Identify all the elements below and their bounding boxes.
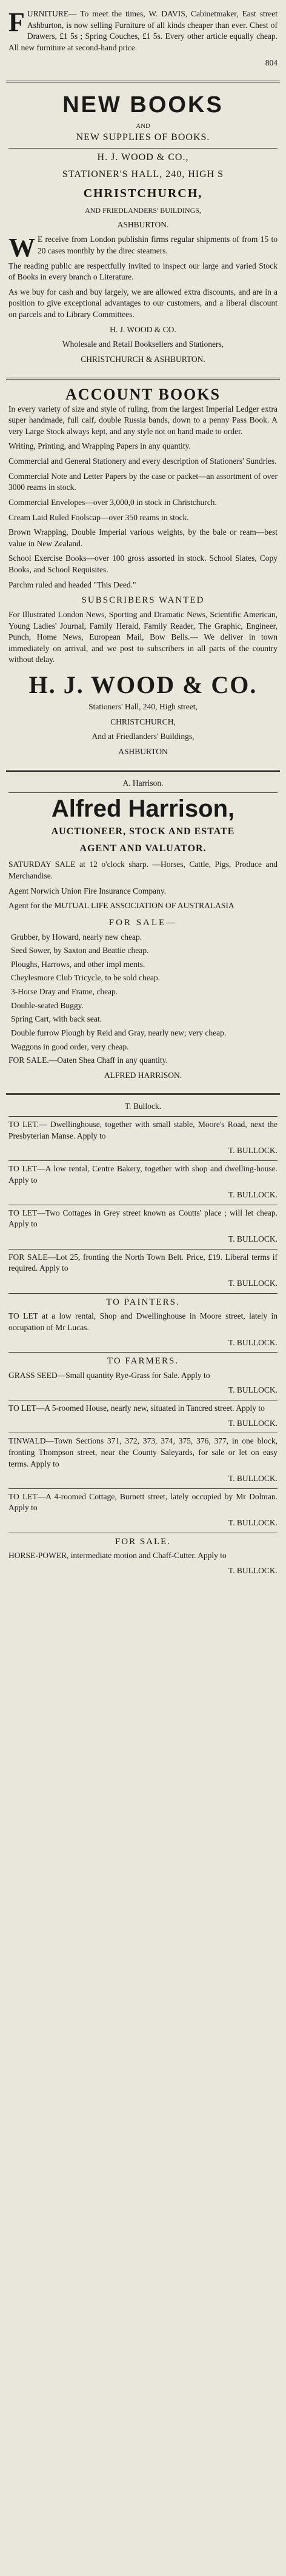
books-paragraph-1: WE receive from London publishin firms regular shipments of from 15 to 20 cases monthly by the direc steamers. [8,233,278,263]
books-signature: H. J. WOOD & CO. [110,324,176,334]
divider [6,81,280,82]
bullock-signature: T. BULLOCK. [228,1337,278,1347]
bullock-grass-seed: GRASS SEED—Small quantity Rye-Grass for Sale. Apply to [8,1370,210,1380]
firm-town: ASHBURTON. [117,219,169,229]
firm-branch: AND FRIEDLANDERS' BUILDINGS, [85,206,201,215]
wood-co-town: ASHBURTON [118,746,168,756]
harrison-signature: ALFRED HARRISON. [104,1070,182,1080]
to-farmers-heading: TO FARMERS. [107,1356,179,1367]
firm-city: CHRISTCHURCH, [83,186,203,200]
sale-item-plough: Double furrow Plough by Reid and Gray, nearly new; very cheap. [11,1028,227,1037]
to-painters-heading: TO PAINTERS. [106,1297,180,1307]
bullock-advertisement [6,1097,280,1586]
wood-co-city: CHRISTCHURCH, [110,717,176,726]
account-books-advertisement [6,382,280,768]
wood-co-branch: And at Friedlanders' Buildings, [91,732,195,741]
wood-co-name: H. J. WOOD & CO. [28,671,258,699]
sale-item-spring-cart: Spring Cart, with back seat. [11,1014,102,1024]
for-sale-heading: FOR SALE. [115,1536,171,1547]
bullock-signature: T. BULLOCK. [228,1418,278,1428]
account-paragraph-1: In every variety of size and style of ruling, from the largest Imperial Ledger extra super handmade, full calf, double Russia bands, down to a penny Pass Book. A very Large Stock always kept, and any style not on hand made to order. [8,404,278,436]
account-paragraph-7: Brown Wrapping, Double Imperial various weights, by the bale or ream—best value in New Zealand. [8,527,278,548]
bullock-signature: T. BULLOCK. [228,1566,278,1576]
account-books-title: ACCOUNT BOOKS [65,385,221,403]
bullock-header: T. Bullock. [124,1102,162,1111]
firm-name: H. J. WOOD & CO., [97,152,189,163]
newspaper-column [6,0,280,1591]
bullock-sale-4: FOR SALE—Lot 25, fronting the North Town Belt. Price, £19. Liberal terms if required. Apply to [8,1252,278,1273]
divider [8,792,278,793]
account-paragraph-9: Parchm ruled and headed "This Deed." [8,580,136,589]
furniture-advertisement [6,5,280,78]
sale-item-buggy: Double-seated Buggy. [11,1000,84,1010]
furniture-ad-text: FURNITURE— To meet the times, W. DAVIS, Cabinetmaker, East street Ashburton, is now selling Furniture of all kinds cheaper than ever. Chest of Drawers, £1 5s ; Spring Couches, £1 5s. Every other article equally cheap. All new furniture at second-hand price. [8,7,278,52]
harrison-paragraph-2: Agent Norwich Union Fire Insurance Company. [8,886,167,895]
for-sale-heading: FOR SALE— [108,917,178,928]
and-label: AND [136,122,150,130]
new-books-advertisement [6,85,280,375]
books-signature-location: CHRISTCHURCH & ASHBURTON. [81,354,205,364]
books-paragraph-3: As we buy for cash and buy largely, we are allowed extra discounts, and are in a position to give exceptional advantages to our customers, and a liberal discount on parcels and to Library Committees. [8,287,278,319]
account-paragraph-5: Commercial Envelopes—over 3,000,0 in stock in Christchurch. [8,497,217,507]
books-paragraph-2: The reading public are respectfully invited to inspect our large and varied Stock of Books in every branch o Literature. [8,261,278,282]
bullock-let-2: TO LET—A low rental, Centre Bakery, together with shop and dwelling-house. Apply to [8,1163,278,1185]
divider [8,1116,278,1117]
bullock-signature: T. BULLOCK. [228,1385,278,1395]
bullock-signature: T. BULLOCK. [228,1146,278,1156]
bullock-signature: T. BULLOCK. [228,1518,278,1528]
divider [6,1093,280,1095]
divider [8,1352,278,1353]
divider [8,1293,278,1294]
sale-item-grubber: Grubber, by Howard, nearly new cheap. [11,932,142,942]
subscribers-heading: SUBSCRIBERS WANTED [81,595,205,606]
harrison-role-2: AGENT AND VALUATOR. [79,843,207,854]
bullock-let-1: TO LET.— Dwellinghouse, together with small stable, Moore's Road, next the Presbyterian Manse. Apply to [8,1120,278,1140]
sale-item-seed-sower: Seed Sower, by Saxton and Beattie cheap. [11,946,149,955]
bullock-signature: T. BULLOCK. [228,1278,278,1288]
bullock-signature: T. BULLOCK. [228,1474,278,1484]
account-paragraph-3: Commercial and General Stationery and every description of Stationers' Sundries. [8,457,277,466]
bullock-signature: T. BULLOCK. [228,1190,278,1200]
harrison-paragraph-4: FOR SALE.—Oaten Shea Chaff in any quantity. [8,1055,168,1065]
bullock-let-5: TO LET at a low rental, Shop and Dwellinghouse in Moore street, lately in occupation of Mr Lucas. [8,1311,278,1332]
harrison-name: Alfred Harrison, [51,795,235,823]
divider [8,148,278,149]
wood-co-address: Stationers' Hall, 240, High street, [88,702,198,712]
account-paragraph-10: For Illustrated London News, Sporting and Dramatic News, Scientific American, Young Ladies' Journal, Family Herald, Family Reader, The Graphic, Engineer, Punch, Home News, European Mail, Bow Bells.— We deliver in town immediately on arrival, and we post to subscribers in all parts of the country without delay. [8,609,278,664]
account-paragraph-2: Writing, Printing, and Wrapping Papers in any quantity. [8,441,191,451]
bullock-let-9: TO LET—A 4-roomed Cottage, Burnett street, lately occupied by Mr Dolman. Apply to [8,1491,278,1513]
firm-address: STATIONER'S HALL, 240, HIGH S [62,169,224,180]
sale-items-list [8,932,278,1053]
divider [6,378,280,380]
bullock-signature: T. BULLOCK. [228,1234,278,1244]
divider [8,1160,278,1161]
ad-number: 804 [265,58,278,67]
new-books-title: NEW BOOKS [62,92,224,118]
sale-item-tricycle: Cheylesmore Club Tricycle, to be sold cheap. [11,973,160,983]
divider [6,770,280,772]
account-paragraph-6: Cream Laid Ruled Foolscap—over 350 reams in stock. [8,512,189,522]
divider [8,1249,278,1250]
new-books-subtitle: NEW SUPPLIES OF BOOKS. [76,132,210,143]
harrison-advertisement [6,774,280,1091]
harrison-header: A. Harrison. [122,778,164,788]
account-paragraph-4: Commercial Note and Letter Papers by the case or packet—an assortment of over 3000 reams in stock. [8,471,278,492]
bullock-let-3: TO LET—Two Cottages in Grey street known as Coutts' place ; will let cheap. Apply to [8,1208,278,1229]
harrison-paragraph-3: Agent for the MUTUAL LIFE ASSOCIATION OF AUSTRALASIA [8,901,234,911]
harrison-role-1: AUCTIONEER, STOCK AND ESTATE [51,826,235,837]
divider [8,1488,278,1489]
sale-item-waggons: Waggons in good order, very cheap. [11,1042,129,1051]
sale-item-ploughs: Ploughs, Harrows, and other impl ments. [11,959,145,969]
account-paragraph-8: School Exercise Books—over 100 gross assorted in stock. School Slates, Copy Books, and School Requisites. [8,554,278,575]
books-signature-role: Wholesale and Retail Booksellers and Stationers, [62,340,224,349]
harrison-paragraph-1: SATURDAY SALE at 12 o'clock sharp. —Horses, Cattle, Pigs, Produce and Merchandise. [8,860,278,881]
bullock-let-7: TO LET—A 5-roomed House, nearly new, situated in Tancred street. Apply to [8,1403,265,1413]
bullock-horse-power: HORSE-POWER, intermediate motion and Chaff-Cutter. Apply to [8,1551,227,1561]
sale-item-dray: 3-Horse Dray and Frame, cheap. [11,987,118,997]
bullock-tinwald: TINWALD—Town Sections 371, 372, 373, 374, 375, 376, 377, in one block, fronting Thompson street, near the County Saleyards, for sale or let on easy terms. Apply to [8,1436,278,1468]
